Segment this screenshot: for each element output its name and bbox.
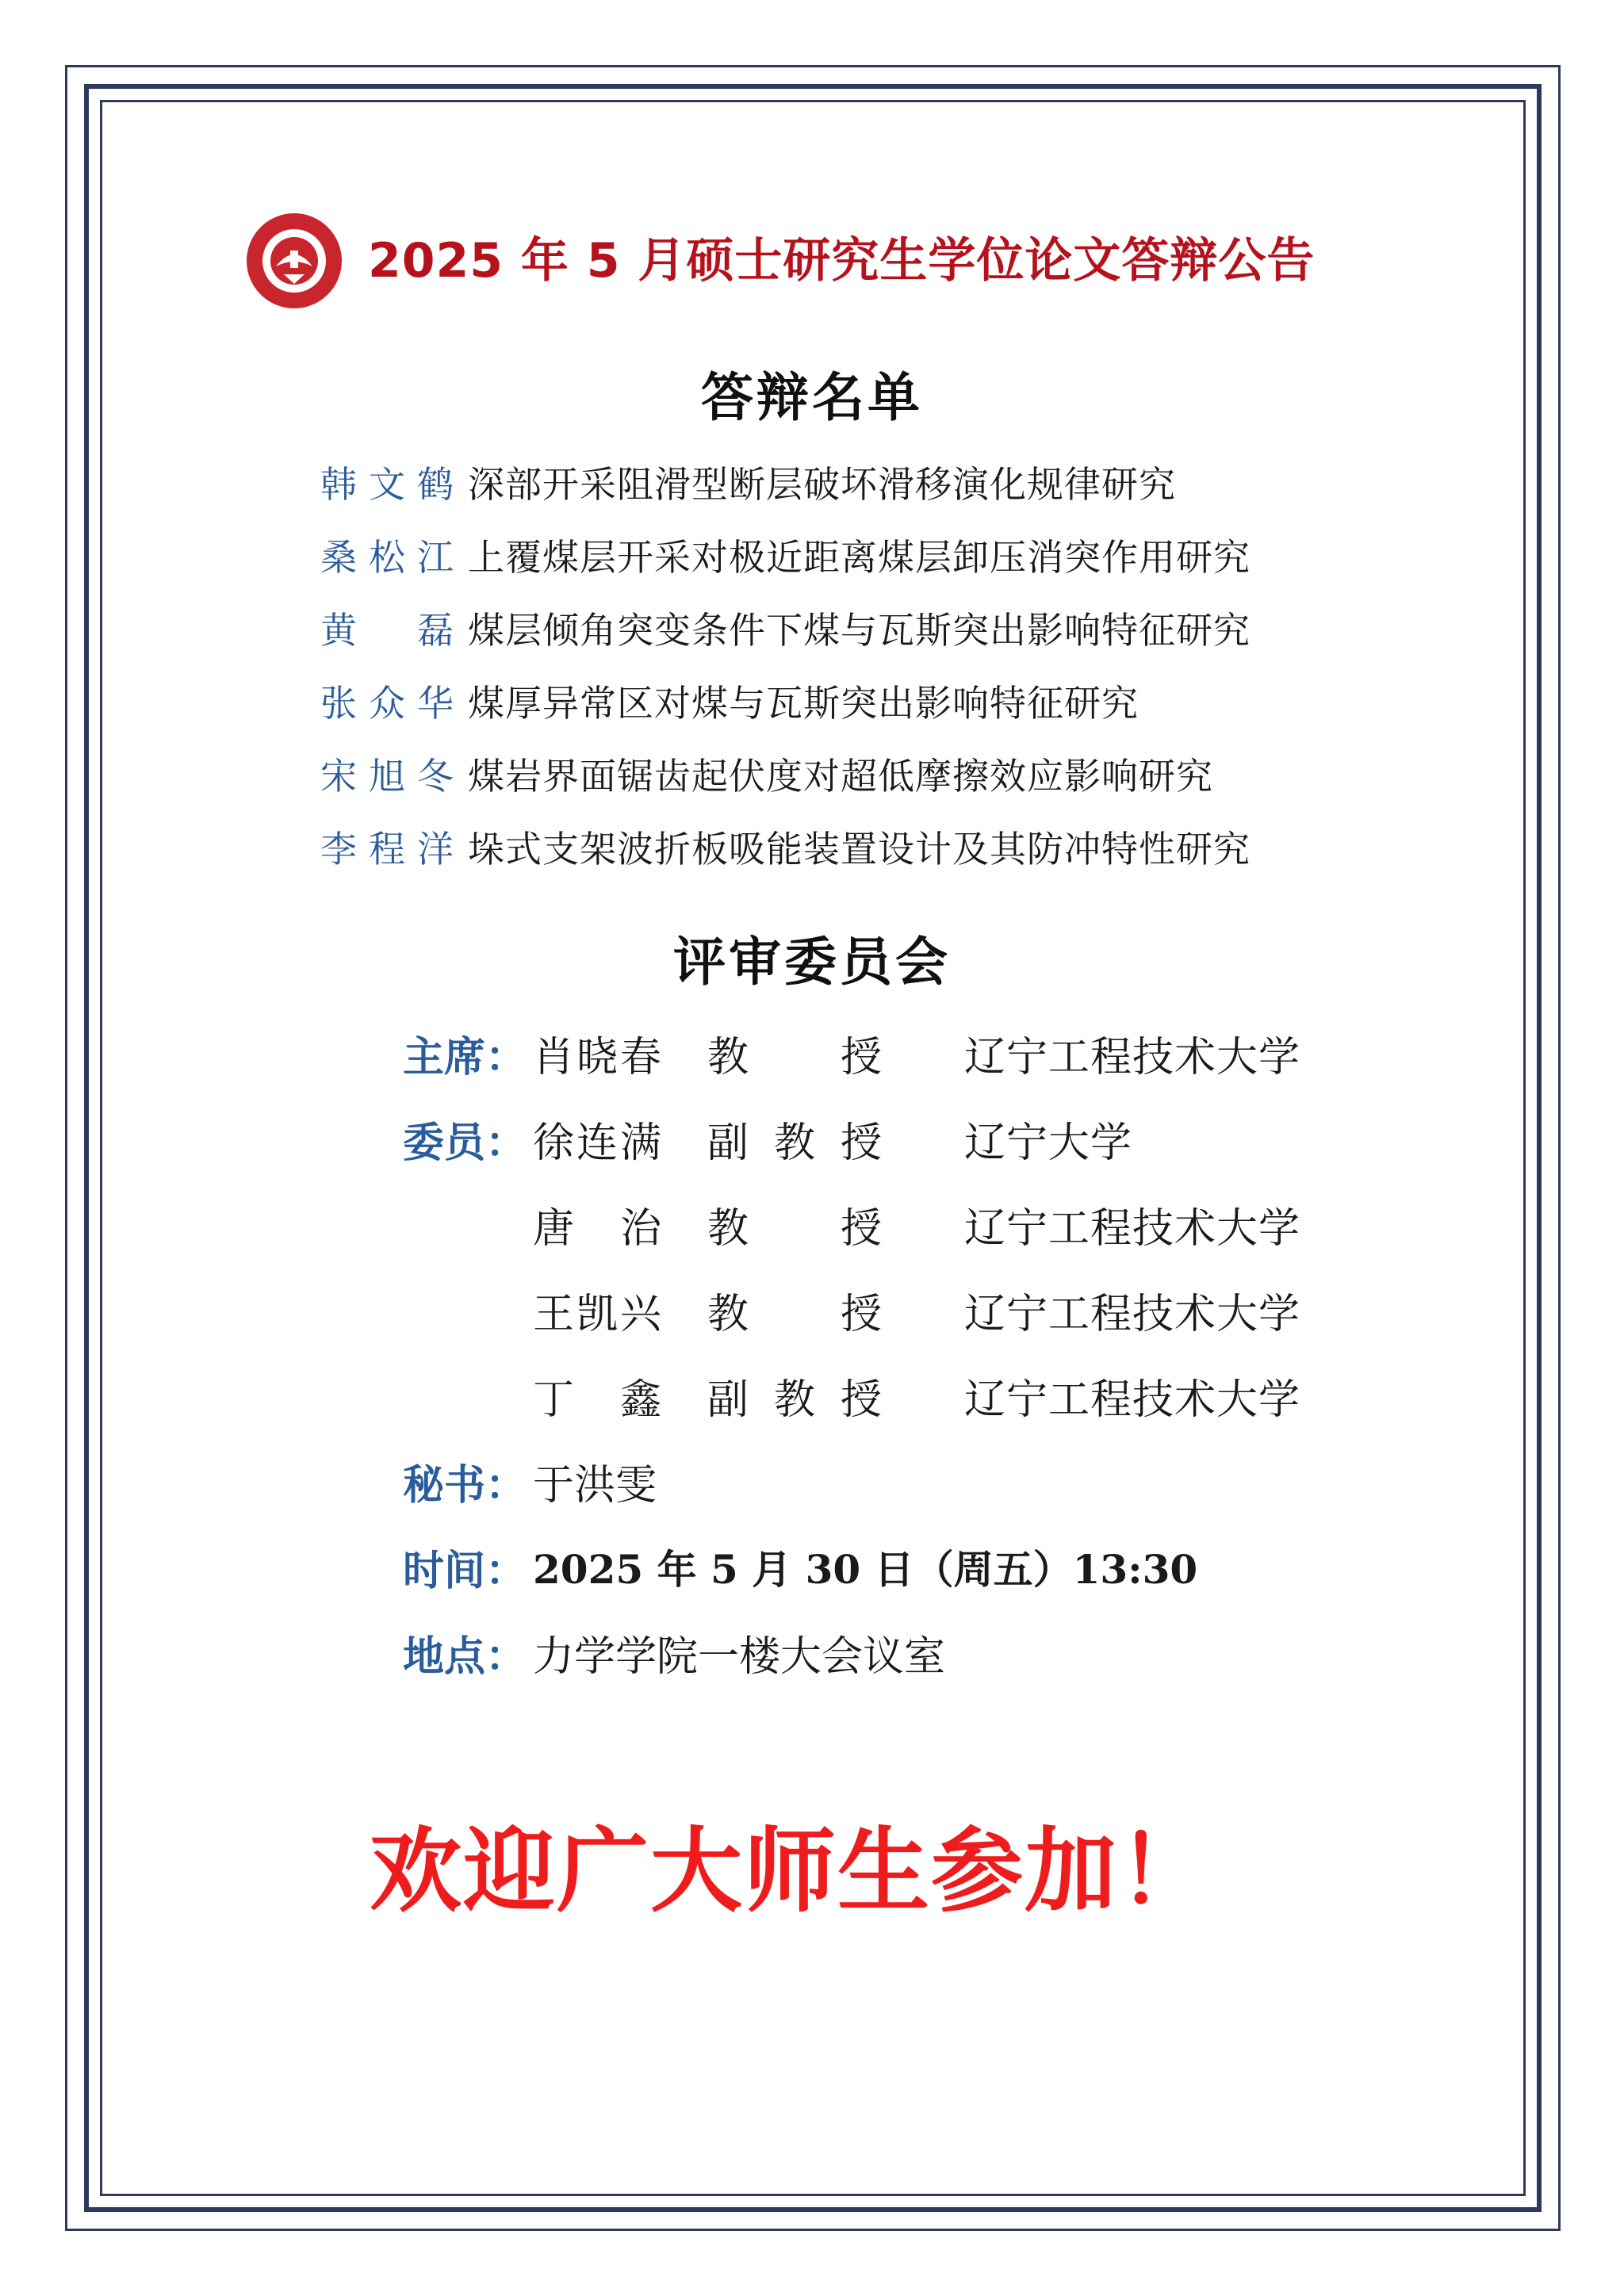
member-title: 副教授 (707, 1119, 882, 1167)
thesis-title: 煤层倾角突变条件下煤与瓦斯突出影响特征研究 (468, 609, 1251, 652)
place-row (403, 1609, 1434, 1695)
welcome-message: 欢迎广大师生参加！ (370, 1818, 1212, 1925)
member-name: 唐治 (533, 1204, 661, 1253)
thesis-title: 深部开采阻滑型断层破坏滑移演化规律研究 (468, 463, 1176, 506)
student-name: 宋旭冬 (320, 755, 454, 798)
student-name: 张众华 (320, 682, 454, 725)
time-row (403, 1524, 1434, 1609)
defense-entry (320, 519, 1351, 591)
defense-list (320, 446, 1351, 883)
thesis-title: 煤厚异常区对煤与瓦斯突出影响特征研究 (468, 682, 1139, 725)
member-name: 王凯兴 (533, 1290, 661, 1338)
member-organization: 辽宁工程技术大学 (964, 1376, 1301, 1424)
member-title: 教授 (707, 1033, 882, 1081)
page-title: 2025 年 5 月硕士研究生学位论文答辩公告 (368, 233, 1316, 289)
defense-entry (320, 664, 1351, 737)
secretary-label: 秘书： (403, 1461, 527, 1510)
committee-member-row (403, 1267, 1434, 1353)
member-organization: 辽宁工程技术大学 (964, 1033, 1301, 1081)
committee-member-row (403, 1181, 1434, 1267)
member-organization: 辽宁工程技术大学 (964, 1204, 1301, 1253)
student-name: 桑松江 (320, 536, 454, 579)
student-name: 韩文鹤 (320, 463, 454, 506)
time-label: 时间： (403, 1547, 527, 1595)
role-label: 委员： (403, 1119, 527, 1167)
member-name: 徐连满 (533, 1119, 661, 1167)
defense-place: 力学学院一楼大会议室 (533, 1632, 946, 1681)
secretary-name: 于洪雯 (533, 1461, 657, 1510)
member-organization: 辽宁大学 (964, 1119, 1133, 1167)
committee-list (403, 1010, 1434, 1695)
student-name: 黄磊 (320, 609, 454, 652)
defense-entry (320, 737, 1351, 810)
member-organization: 辽宁工程技术大学 (964, 1290, 1301, 1338)
thesis-title: 上覆煤层开采对极近距离煤层卸压消突作用研究 (468, 536, 1251, 579)
member-name: 丁鑫 (533, 1376, 661, 1424)
defense-entry (320, 446, 1351, 519)
role-label: 主席： (403, 1033, 527, 1081)
member-title: 副教授 (707, 1376, 882, 1424)
committee-heading: 评审委员会 (673, 932, 951, 993)
student-name: 李程洋 (320, 828, 454, 871)
member-name: 肖晓春 (533, 1033, 661, 1081)
defense-entry (320, 810, 1351, 883)
university-logo (244, 211, 344, 311)
member-title: 教授 (707, 1204, 882, 1253)
defense-time: 2025 年 5 月 30 日（周五）13:30 (533, 1546, 1198, 1593)
committee-member-row (403, 1096, 1434, 1181)
member-title: 教授 (707, 1290, 882, 1338)
committee-member-row (403, 1010, 1434, 1096)
secretary-row (403, 1438, 1434, 1524)
defense-list-heading: 答辩名单 (701, 367, 923, 428)
committee-member-row (403, 1353, 1434, 1438)
thesis-title: 垛式支架波折板吸能装置设计及其防冲特性研究 (468, 828, 1251, 871)
thesis-title: 煤岩界面锯齿起伏度对超低摩擦效应影响研究 (468, 755, 1213, 798)
place-label: 地点： (403, 1632, 527, 1681)
defense-entry (320, 591, 1351, 664)
